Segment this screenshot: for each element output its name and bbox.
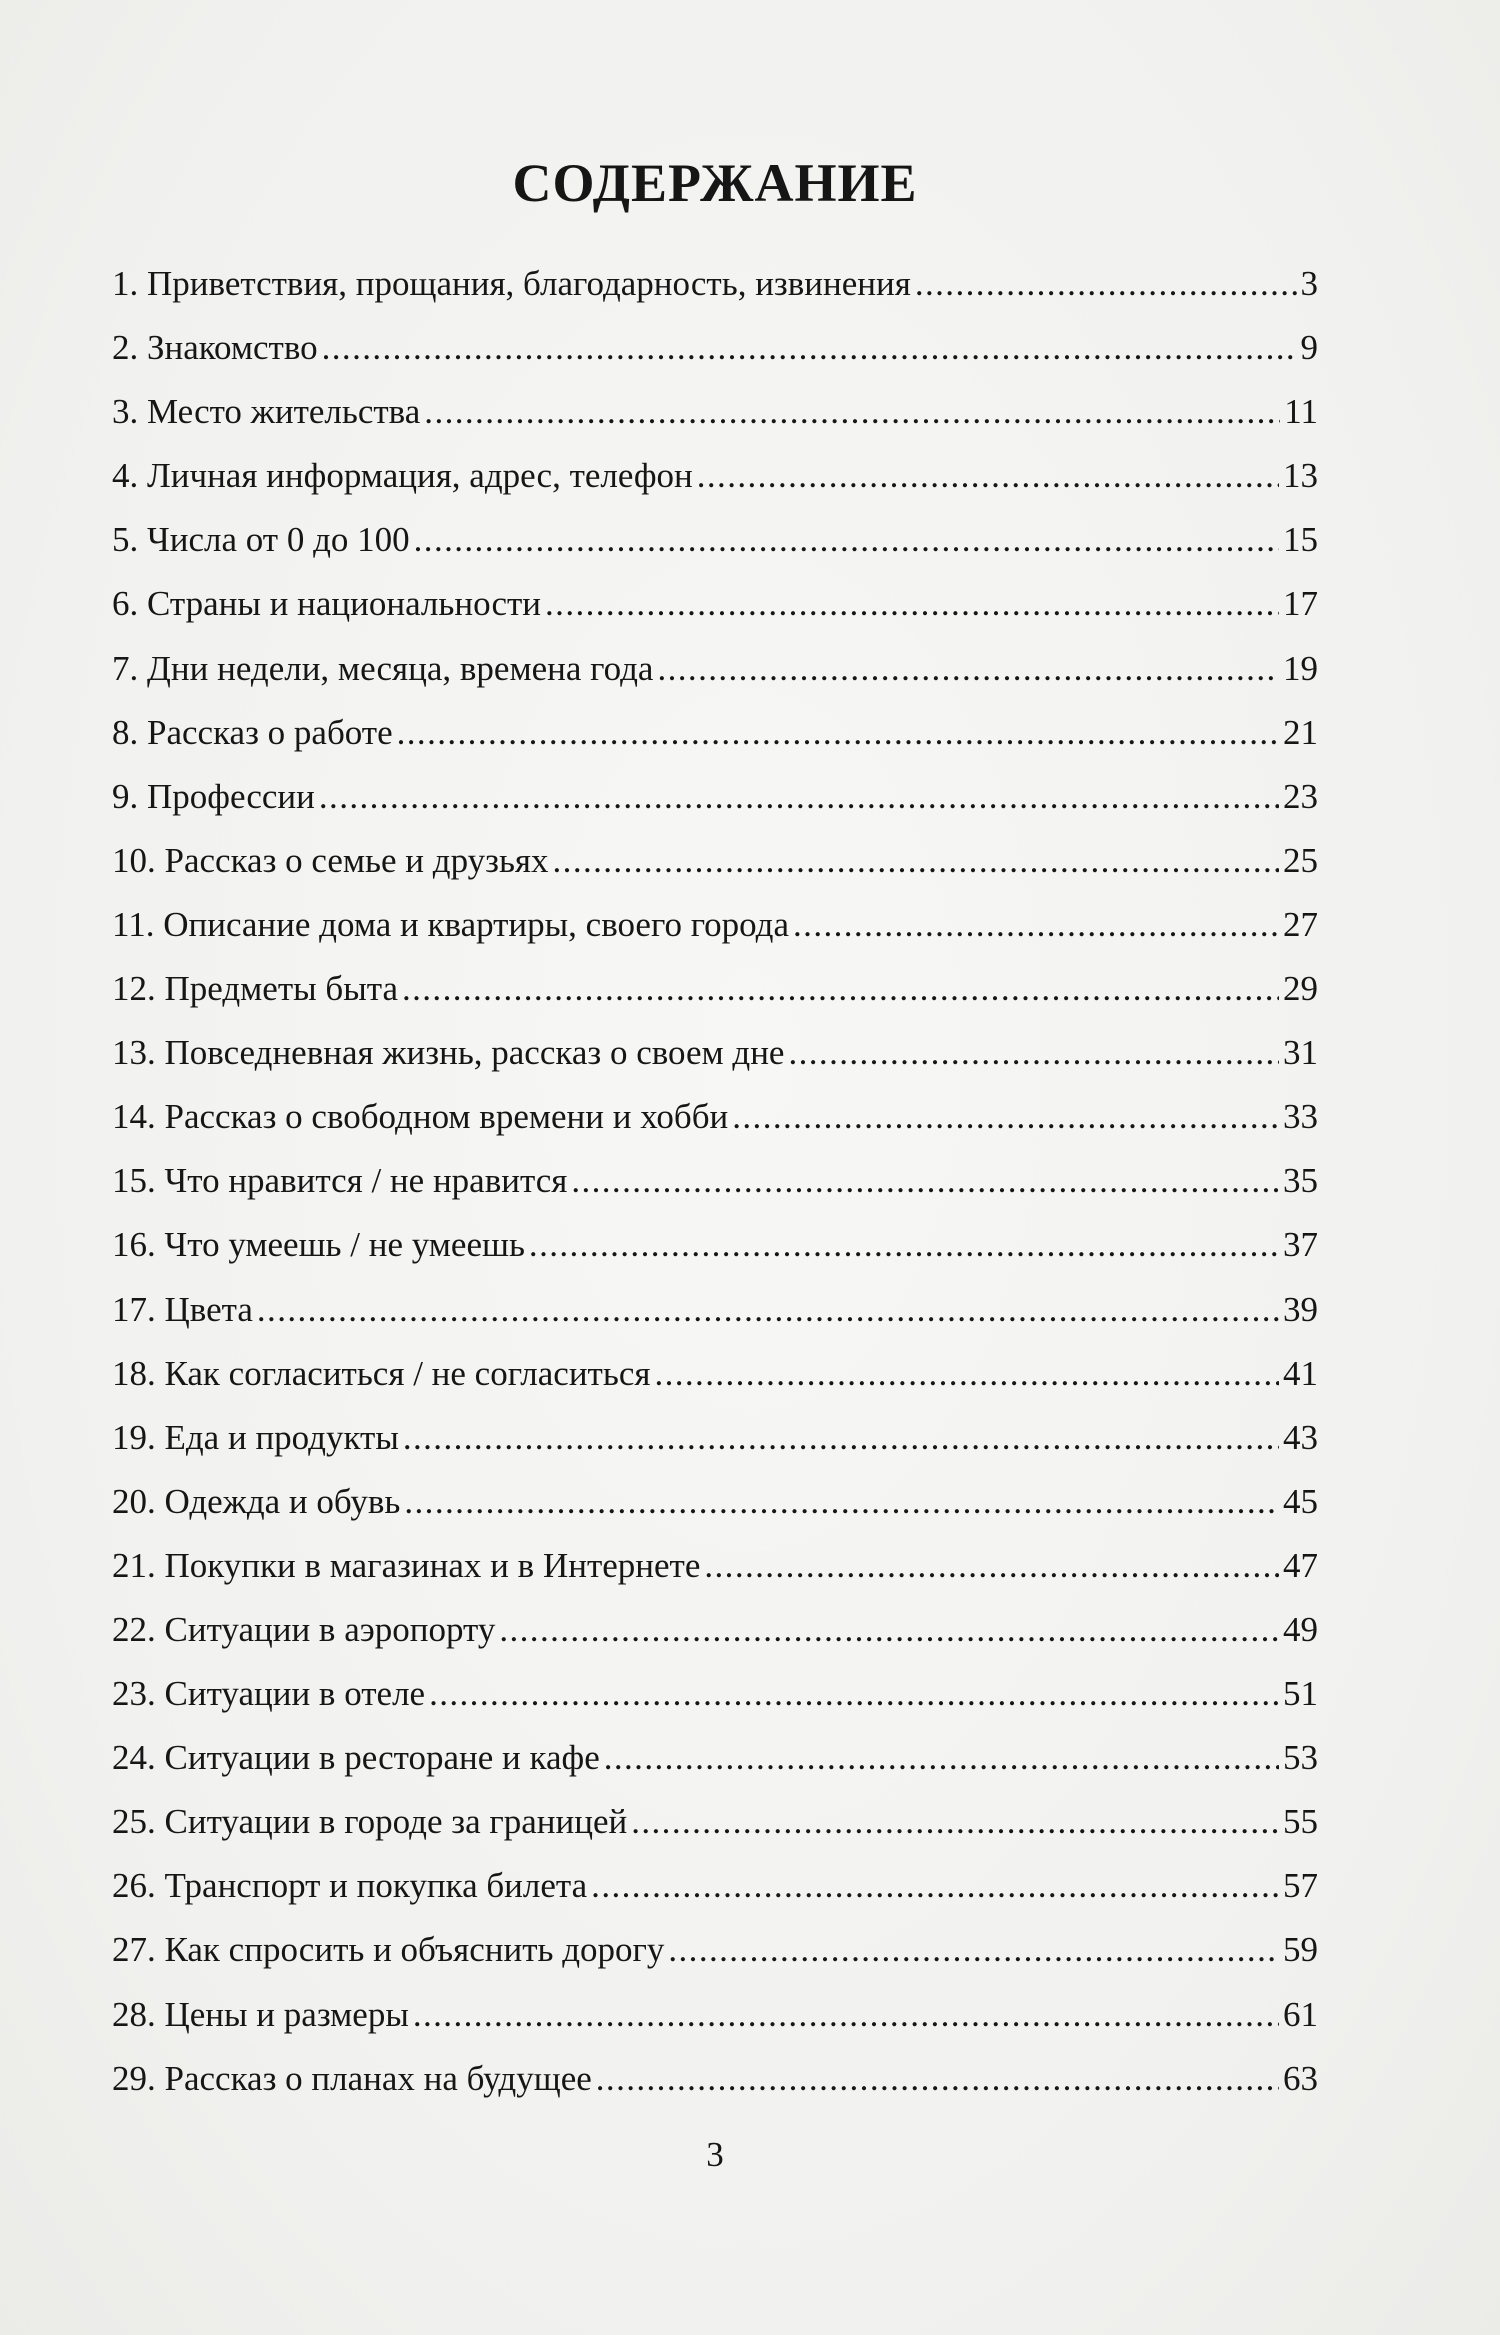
toc-entry-page: 21 <box>1283 712 1318 752</box>
toc-entry <box>112 1918 1318 1982</box>
toc-entry-page: 41 <box>1283 1353 1318 1393</box>
toc-entry-title: 19. Еда и продукты <box>112 1417 399 1457</box>
toc-entry-page: 57 <box>1283 1866 1318 1906</box>
toc-entry-page: 15 <box>1283 520 1318 560</box>
toc-entry-page: 37 <box>1283 1225 1318 1265</box>
toc-entry-page: 49 <box>1283 1609 1318 1649</box>
toc-entry-title: 22. Ситуации в аэропорту <box>112 1609 496 1649</box>
dot-leader <box>654 1342 1279 1406</box>
toc-entry-title: 18. Как согласиться / не согласиться <box>112 1353 651 1393</box>
toc-entry-title: 13. Повседневная жизнь, рассказ о своем дне <box>112 1033 785 1073</box>
toc-entry-page: 55 <box>1283 1802 1318 1842</box>
toc-entry-title: 9. Профессии <box>112 776 315 816</box>
toc-entry-title: 8. Рассказ о работе <box>112 712 393 752</box>
toc-entry-page: 35 <box>1283 1161 1318 1201</box>
dot-leader <box>322 316 1297 380</box>
toc-entry-page: 63 <box>1283 2058 1318 2098</box>
toc-entry-page: 59 <box>1283 1930 1318 1970</box>
toc-entry-page: 25 <box>1283 840 1318 880</box>
toc-entry-title: 12. Предметы быта <box>112 969 398 1009</box>
dot-leader <box>553 829 1279 893</box>
dot-leader <box>319 765 1279 829</box>
page-title: СОДЕРЖАНИЕ <box>512 153 918 213</box>
toc-entry <box>112 2047 1318 2111</box>
toc-entry <box>112 701 1318 765</box>
dot-leader <box>657 637 1279 701</box>
toc-entry-title: 23. Ситуации в отеле <box>112 1674 426 1714</box>
dot-leader <box>414 508 1279 572</box>
toc-entry-title: 6. Страны и национальности <box>112 584 542 624</box>
toc-entry-title: 17. Цвета <box>112 1289 253 1329</box>
toc-entry-page: 11 <box>1284 392 1318 432</box>
toc-entry-title: 28. Цены и размеры <box>112 1994 409 2034</box>
toc-entry-page: 13 <box>1283 456 1318 496</box>
dot-leader <box>397 701 1279 765</box>
toc-entry-page: 23 <box>1283 776 1318 816</box>
toc-entry-title: 21. Покупки в магазинах и в Интернете <box>112 1545 701 1585</box>
dot-leader <box>704 1534 1279 1598</box>
toc-entry-title: 26. Транспорт и покупка билета <box>112 1866 588 1906</box>
table-of-contents <box>112 252 1318 2111</box>
dot-leader <box>571 1149 1279 1213</box>
toc-entry-title: 25. Ситуации в городе за границей <box>112 1802 628 1842</box>
toc-entry-page: 27 <box>1283 904 1318 944</box>
toc-entry-title: 5. Числа от 0 до 100 <box>112 520 410 560</box>
toc-entry-title: 27. Как спросить и объяснить дорогу <box>112 1930 665 1970</box>
dot-leader <box>697 444 1279 508</box>
dot-leader <box>402 957 1279 1021</box>
dot-leader <box>793 893 1279 957</box>
toc-entry-page: 43 <box>1283 1417 1318 1457</box>
toc-entry-page: 19 <box>1283 648 1318 688</box>
toc-entry-title: 2. Знакомство <box>112 328 318 368</box>
toc-entry-title: 7. Дни недели, месяца, времена года <box>112 648 654 688</box>
toc-entry-page: 31 <box>1283 1033 1318 1073</box>
dot-leader <box>403 1406 1279 1470</box>
toc-entry <box>112 1021 1318 1085</box>
toc-entry <box>112 1983 1318 2047</box>
toc-entry-title: 11. Описание дома и квартиры, своего города <box>112 904 790 944</box>
dot-leader <box>915 252 1297 316</box>
toc-entry <box>112 1085 1318 1149</box>
toc-entry <box>112 1662 1318 1726</box>
toc-entry-page: 61 <box>1283 1994 1318 2034</box>
toc-entry-page: 17 <box>1283 584 1318 624</box>
toc-entry <box>112 1854 1318 1918</box>
toc-entry <box>112 765 1318 829</box>
dot-leader <box>257 1278 1279 1342</box>
toc-entry-title: 10. Рассказ о семье и друзьях <box>112 840 549 880</box>
dot-leader <box>668 1918 1279 1982</box>
toc-entry-page: 39 <box>1283 1289 1318 1329</box>
toc-entry <box>112 1534 1318 1598</box>
toc-entry <box>112 829 1318 893</box>
dot-leader <box>413 1983 1279 2047</box>
toc-entry-title: 1. Приветствия, прощания, благодарность, извинения <box>112 264 911 303</box>
dot-leader <box>429 1662 1279 1726</box>
toc-entry-title: 3. Место жительства <box>112 392 421 432</box>
dot-leader <box>732 1085 1279 1149</box>
toc-entry-title: 29. Рассказ о планах на будущее <box>112 2058 592 2098</box>
toc-entry-title: 20. Одежда и обувь <box>112 1481 401 1521</box>
toc-entry <box>112 1149 1318 1213</box>
dot-leader <box>404 1470 1279 1534</box>
dot-leader <box>424 380 1280 444</box>
dot-leader <box>545 572 1279 636</box>
toc-entry-title: 14. Рассказ о свободном времени и хобби <box>112 1097 729 1137</box>
page-number: 3 <box>706 2135 724 2174</box>
toc-entry-title: 4. Личная информация, адрес, телефон <box>112 456 693 496</box>
toc-entry-page: 51 <box>1283 1674 1318 1714</box>
toc-entry-title: 16. Что умеешь / не умеешь <box>112 1225 525 1265</box>
dot-leader <box>529 1213 1279 1277</box>
toc-entry-title: 24. Ситуации в ресторане и кафе <box>112 1738 600 1778</box>
toc-entry <box>112 572 1318 636</box>
toc-entry <box>112 316 1318 380</box>
dot-leader <box>604 1726 1279 1790</box>
toc-entry <box>112 637 1318 701</box>
toc-entry-title: 15. Что нравится / не нравится <box>112 1161 568 1201</box>
toc-entry-page: 9 <box>1300 328 1318 368</box>
toc-entry-page: 29 <box>1283 969 1318 1009</box>
toc-entry-page: 33 <box>1283 1097 1318 1137</box>
toc-entry <box>112 1342 1318 1406</box>
dot-leader <box>596 2047 1279 2111</box>
toc-entry <box>112 1406 1318 1470</box>
toc-entry <box>112 1726 1318 1790</box>
toc-entry-page: 45 <box>1283 1481 1318 1521</box>
toc-entry <box>112 1470 1318 1534</box>
toc-entry <box>112 444 1318 508</box>
toc-entry <box>112 252 1318 316</box>
dot-leader <box>631 1790 1279 1854</box>
dot-leader <box>788 1021 1279 1085</box>
toc-entry <box>112 957 1318 1021</box>
toc-entry <box>112 893 1318 957</box>
toc-entry <box>112 1278 1318 1342</box>
toc-entry-page: 53 <box>1283 1738 1318 1778</box>
dot-leader <box>591 1854 1279 1918</box>
toc-entry <box>112 380 1318 444</box>
toc-entry <box>112 1598 1318 1662</box>
toc-entry <box>112 508 1318 572</box>
toc-entry-page: 3 <box>1300 264 1318 303</box>
dot-leader <box>499 1598 1279 1662</box>
toc-entry-page: 47 <box>1283 1545 1318 1585</box>
toc-entry <box>112 1213 1318 1277</box>
toc-entry <box>112 1790 1318 1854</box>
